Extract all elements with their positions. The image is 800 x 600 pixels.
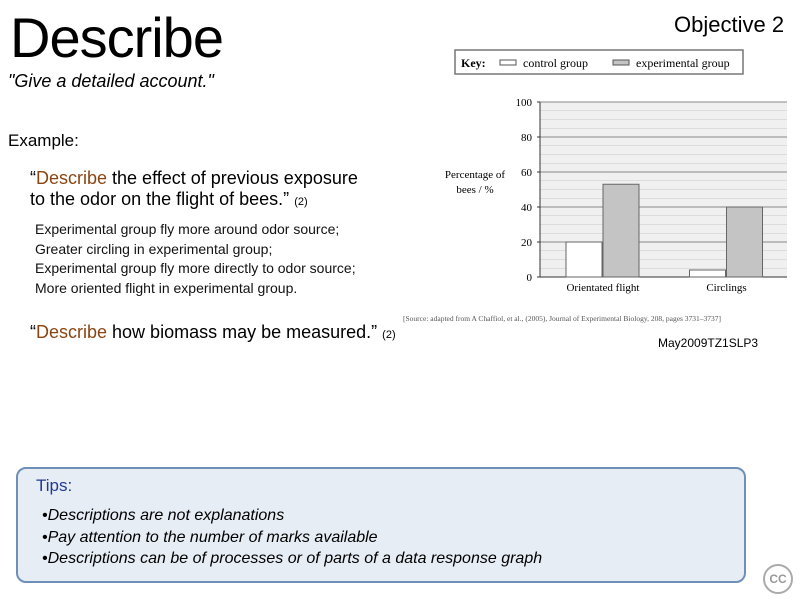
y-tick-label: 60 (521, 167, 532, 179)
bar-experimental (603, 184, 639, 277)
tip-item (42, 548, 542, 570)
paper-reference: May2009TZ1SLP3 (658, 336, 759, 350)
bar-control (566, 242, 602, 277)
tip-item (42, 527, 542, 549)
bullet: • (42, 550, 48, 567)
tip-item (42, 505, 542, 527)
command-term: Describe (36, 322, 108, 342)
legend-label-experimental: experimental group (636, 56, 730, 70)
legend-key-label: Key: (461, 56, 486, 70)
answer-item: Experimental group fly more directly to odor source; (35, 260, 356, 276)
y-axis-label: bees / % (456, 184, 494, 196)
question-2-text: how biomass may be measured.” (107, 322, 378, 342)
y-tick-label: 20 (521, 237, 532, 249)
legend-swatch-experimental (613, 60, 629, 65)
question-1 (30, 168, 358, 213)
bullet: • (42, 528, 48, 546)
y-tick-label: 40 (521, 202, 532, 214)
x-tick-label: Orientated flight (566, 282, 640, 294)
slide-title: Describe (10, 6, 223, 69)
legend-label-control: control group (523, 56, 588, 70)
definition-text: "Give a detailed account." (8, 71, 214, 91)
answer-list (35, 220, 356, 298)
question-2 (30, 322, 396, 343)
tips-box (16, 467, 746, 583)
y-tick-label: 0 (526, 272, 532, 284)
question-1-line-1 (30, 168, 358, 189)
open-quote: “ (30, 168, 36, 188)
answer-item: Greater circling in experimental group; (35, 240, 273, 257)
open-quote: “ (30, 322, 36, 342)
bar-experimental (727, 207, 763, 277)
creative-commons-icon: CC (763, 564, 793, 594)
tips-list (42, 505, 542, 570)
answer-item: More oriented flight in experimental group. (35, 279, 298, 296)
bullet: • (42, 507, 48, 524)
answer-item: Experimental group fly more around odor source; (35, 221, 340, 237)
question-1-text-2: to the odor on the flight of bees.” (30, 189, 290, 209)
objective-label: Objective 2 (674, 12, 785, 37)
y-tick-label: 100 (515, 97, 532, 109)
question-1-line-2 (30, 189, 358, 213)
tip-text: Pay attention to the number of marks available (47, 528, 378, 546)
question-1-text: the effect of previous exposure (107, 168, 358, 188)
tip-text: Descriptions can be of processes or of parts of a data response graph (47, 550, 543, 567)
y-axis-label: Percentage of (444, 169, 506, 181)
tips-title: Tips: (36, 476, 73, 495)
legend-swatch-control (500, 60, 516, 65)
marks-label: (2) (382, 329, 396, 341)
tip-text: Descriptions are not explanations (47, 507, 285, 524)
y-tick-label: 80 (521, 132, 532, 144)
bar-control (690, 270, 726, 277)
bar-chart (395, 44, 800, 326)
chart-source: [Source: adapted from A Chaffiol, et al., (2005), Journal of Experimental Biology, 208, pages 3731–3737] (403, 314, 722, 323)
marks-label: (2) (294, 196, 308, 208)
x-tick-label: Circlings (706, 282, 747, 294)
example-label: Example: (8, 131, 79, 150)
command-term: Describe (36, 168, 108, 188)
